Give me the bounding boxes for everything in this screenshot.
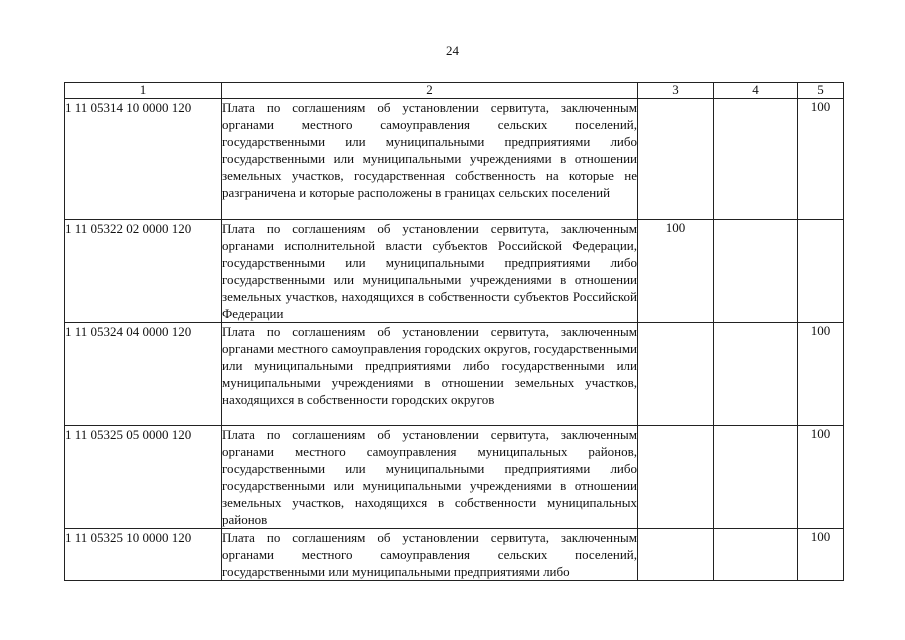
row-description: Плата по соглашениям об установлении сервитута, заключенным органами местного самоуправления городских округов, государственными или муниципальными предприятиями либо государственными или муниципальными учреждениями в отношении земельных участков, находящихся в собственности городских округов bbox=[222, 323, 638, 426]
row-col5: 100 bbox=[798, 99, 844, 220]
column-header-1: 1 bbox=[65, 83, 222, 99]
page-number: 24 bbox=[446, 43, 459, 58]
row-col5: 100 bbox=[798, 529, 844, 581]
row-col5: 100 bbox=[798, 426, 844, 529]
row-description: Плата по соглашениям об установлении сервитута, заключенным органами местного самоуправления муниципальных районов, государственными или муниципальными предприятиями либо государственными или муниципальными учреждениями в отношении земельных участков, находящихся в собственности муниципальных районов bbox=[222, 427, 637, 527]
row-col3 bbox=[638, 426, 714, 529]
column-header-2: 2 bbox=[222, 83, 638, 99]
row-col4 bbox=[714, 220, 798, 323]
table-header-row bbox=[65, 83, 844, 99]
table-row bbox=[65, 323, 844, 426]
row-code: 1 11 05314 10 0000 120 bbox=[65, 99, 222, 220]
row-code: 1 11 05324 04 0000 120 bbox=[65, 323, 222, 426]
column-header-5: 5 bbox=[798, 83, 844, 99]
row-col3: 100 bbox=[638, 220, 714, 323]
row-description: Плата по соглашениям об установлении сервитута, заключенным органами местного самоуправления сельских поселений, государственными или муниципальными предприятиями либо государственными или муниципальными учреждениями в отношении земельных участков, государственная собственность на которые не разграничена и которые расположены в границах сельских поселений bbox=[222, 99, 638, 220]
table-row bbox=[65, 529, 844, 581]
row-col5: 100 bbox=[798, 323, 844, 426]
row-code: 1 11 05325 05 0000 120 bbox=[65, 426, 222, 529]
row-col3 bbox=[638, 529, 714, 581]
row-description: Плата по соглашениям об установлении сервитута, заключенным органами местного самоуправления сельских поселений, государственными или муниципальными предприятиями либо bbox=[222, 530, 637, 579]
row-code: 1 11 05322 02 0000 120 bbox=[65, 220, 222, 323]
row-col4 bbox=[714, 323, 798, 426]
row-description: Плата по соглашениям об установлении сервитута, заключенным органами исполнительной власти субъектов Российской Федерации, государственными или муниципальными предприятиями либо государственными или муниципальными учреждениями в отношении земельных участков, находящихся в собственности субъектов Российской Федерации bbox=[222, 221, 637, 321]
column-header-3: 3 bbox=[638, 83, 714, 99]
row-col3 bbox=[638, 323, 714, 426]
column-header-4: 4 bbox=[714, 83, 798, 99]
table-row bbox=[65, 99, 844, 220]
row-col4 bbox=[714, 426, 798, 529]
row-col5 bbox=[798, 220, 844, 323]
table-row bbox=[65, 426, 844, 529]
row-col4 bbox=[714, 529, 798, 581]
budget-revenue-table bbox=[64, 82, 844, 581]
row-col3 bbox=[638, 99, 714, 220]
row-code: 1 11 05325 10 0000 120 bbox=[65, 529, 222, 581]
table-row bbox=[65, 220, 844, 323]
row-col4 bbox=[714, 99, 798, 220]
